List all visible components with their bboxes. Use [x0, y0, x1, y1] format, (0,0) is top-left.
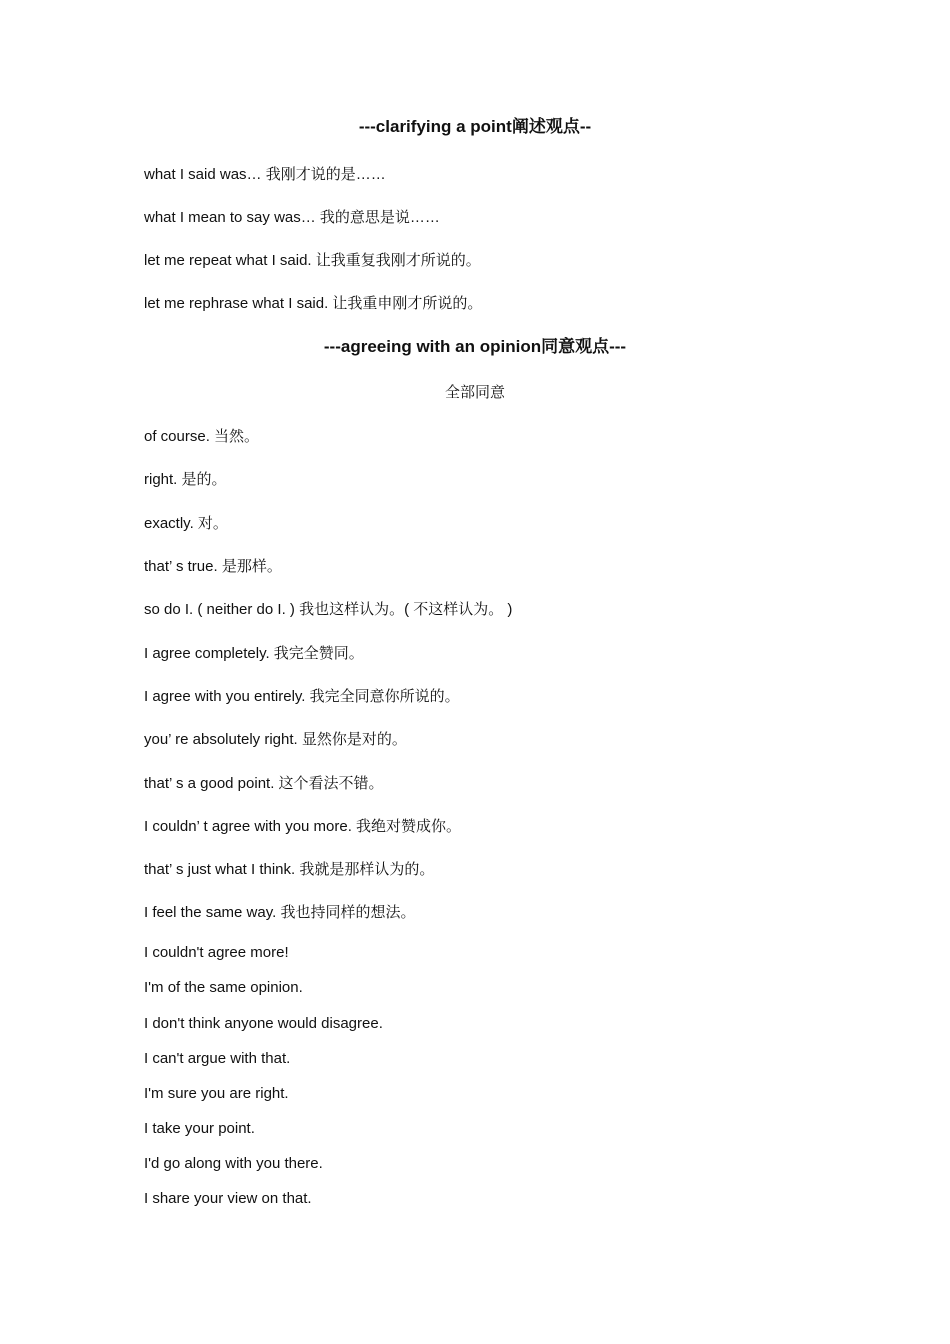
phrase-line: I couldn't agree more!	[144, 944, 289, 961]
phrase-line: right. 是的。	[144, 471, 227, 488]
phrase-line: I couldn’ t agree with you more. 我绝对赞成你。	[144, 818, 462, 835]
phrase-line: what I said was… 我刚才说的是……	[144, 166, 386, 183]
subheading-full-agreement: 全部同意	[444, 384, 505, 401]
phrase-line: what I mean to say was… 我的意思是说……	[144, 209, 440, 226]
phrase-line: let me repeat what I said. 让我重复我刚才所说的。	[144, 252, 481, 269]
phrase-line: that’ s true. 是那样。	[144, 558, 282, 575]
phrase-line: I can't argue with that.	[144, 1050, 291, 1067]
phrase-line: that’ s a good point. 这个看法不错。	[144, 775, 384, 792]
phrase-line: exactly. 对。	[144, 515, 228, 532]
phrase-line: you’ re absolutely right. 显然你是对的。	[144, 731, 407, 748]
phrase-line: let me rephrase what I said. 让我重申刚才所说的。	[144, 295, 483, 312]
phrase-line: so do I. ( neither do I. ) 我也这样认为。( 不这样认为。 )	[144, 601, 513, 618]
phrase-line: I agree with you entirely. 我完全同意你所说的。	[144, 688, 460, 705]
phrase-line: that’ s just what I think. 我就是那样认为的。	[144, 861, 435, 878]
section-heading-agreeing: ---agreeing with an opinion同意观点---	[323, 337, 627, 356]
phrase-line: I agree completely. 我完全赞同。	[144, 645, 364, 662]
section-heading-clarifying: ---clarifying a point阐述观点--	[358, 117, 592, 136]
phrase-line: I'm sure you are right.	[144, 1085, 289, 1102]
phrase-line: of course. 当然。	[144, 428, 260, 445]
phrase-line: I'm of the same opinion.	[144, 979, 303, 996]
phrase-line: I take your point.	[144, 1120, 255, 1137]
phrase-line: I'd go along with you there.	[144, 1155, 323, 1172]
phrase-line: I feel the same way. 我也持同样的想法。	[144, 904, 416, 921]
phrase-line: I share your view on that.	[144, 1190, 312, 1207]
phrase-line: I don't think anyone would disagree.	[144, 1015, 383, 1032]
